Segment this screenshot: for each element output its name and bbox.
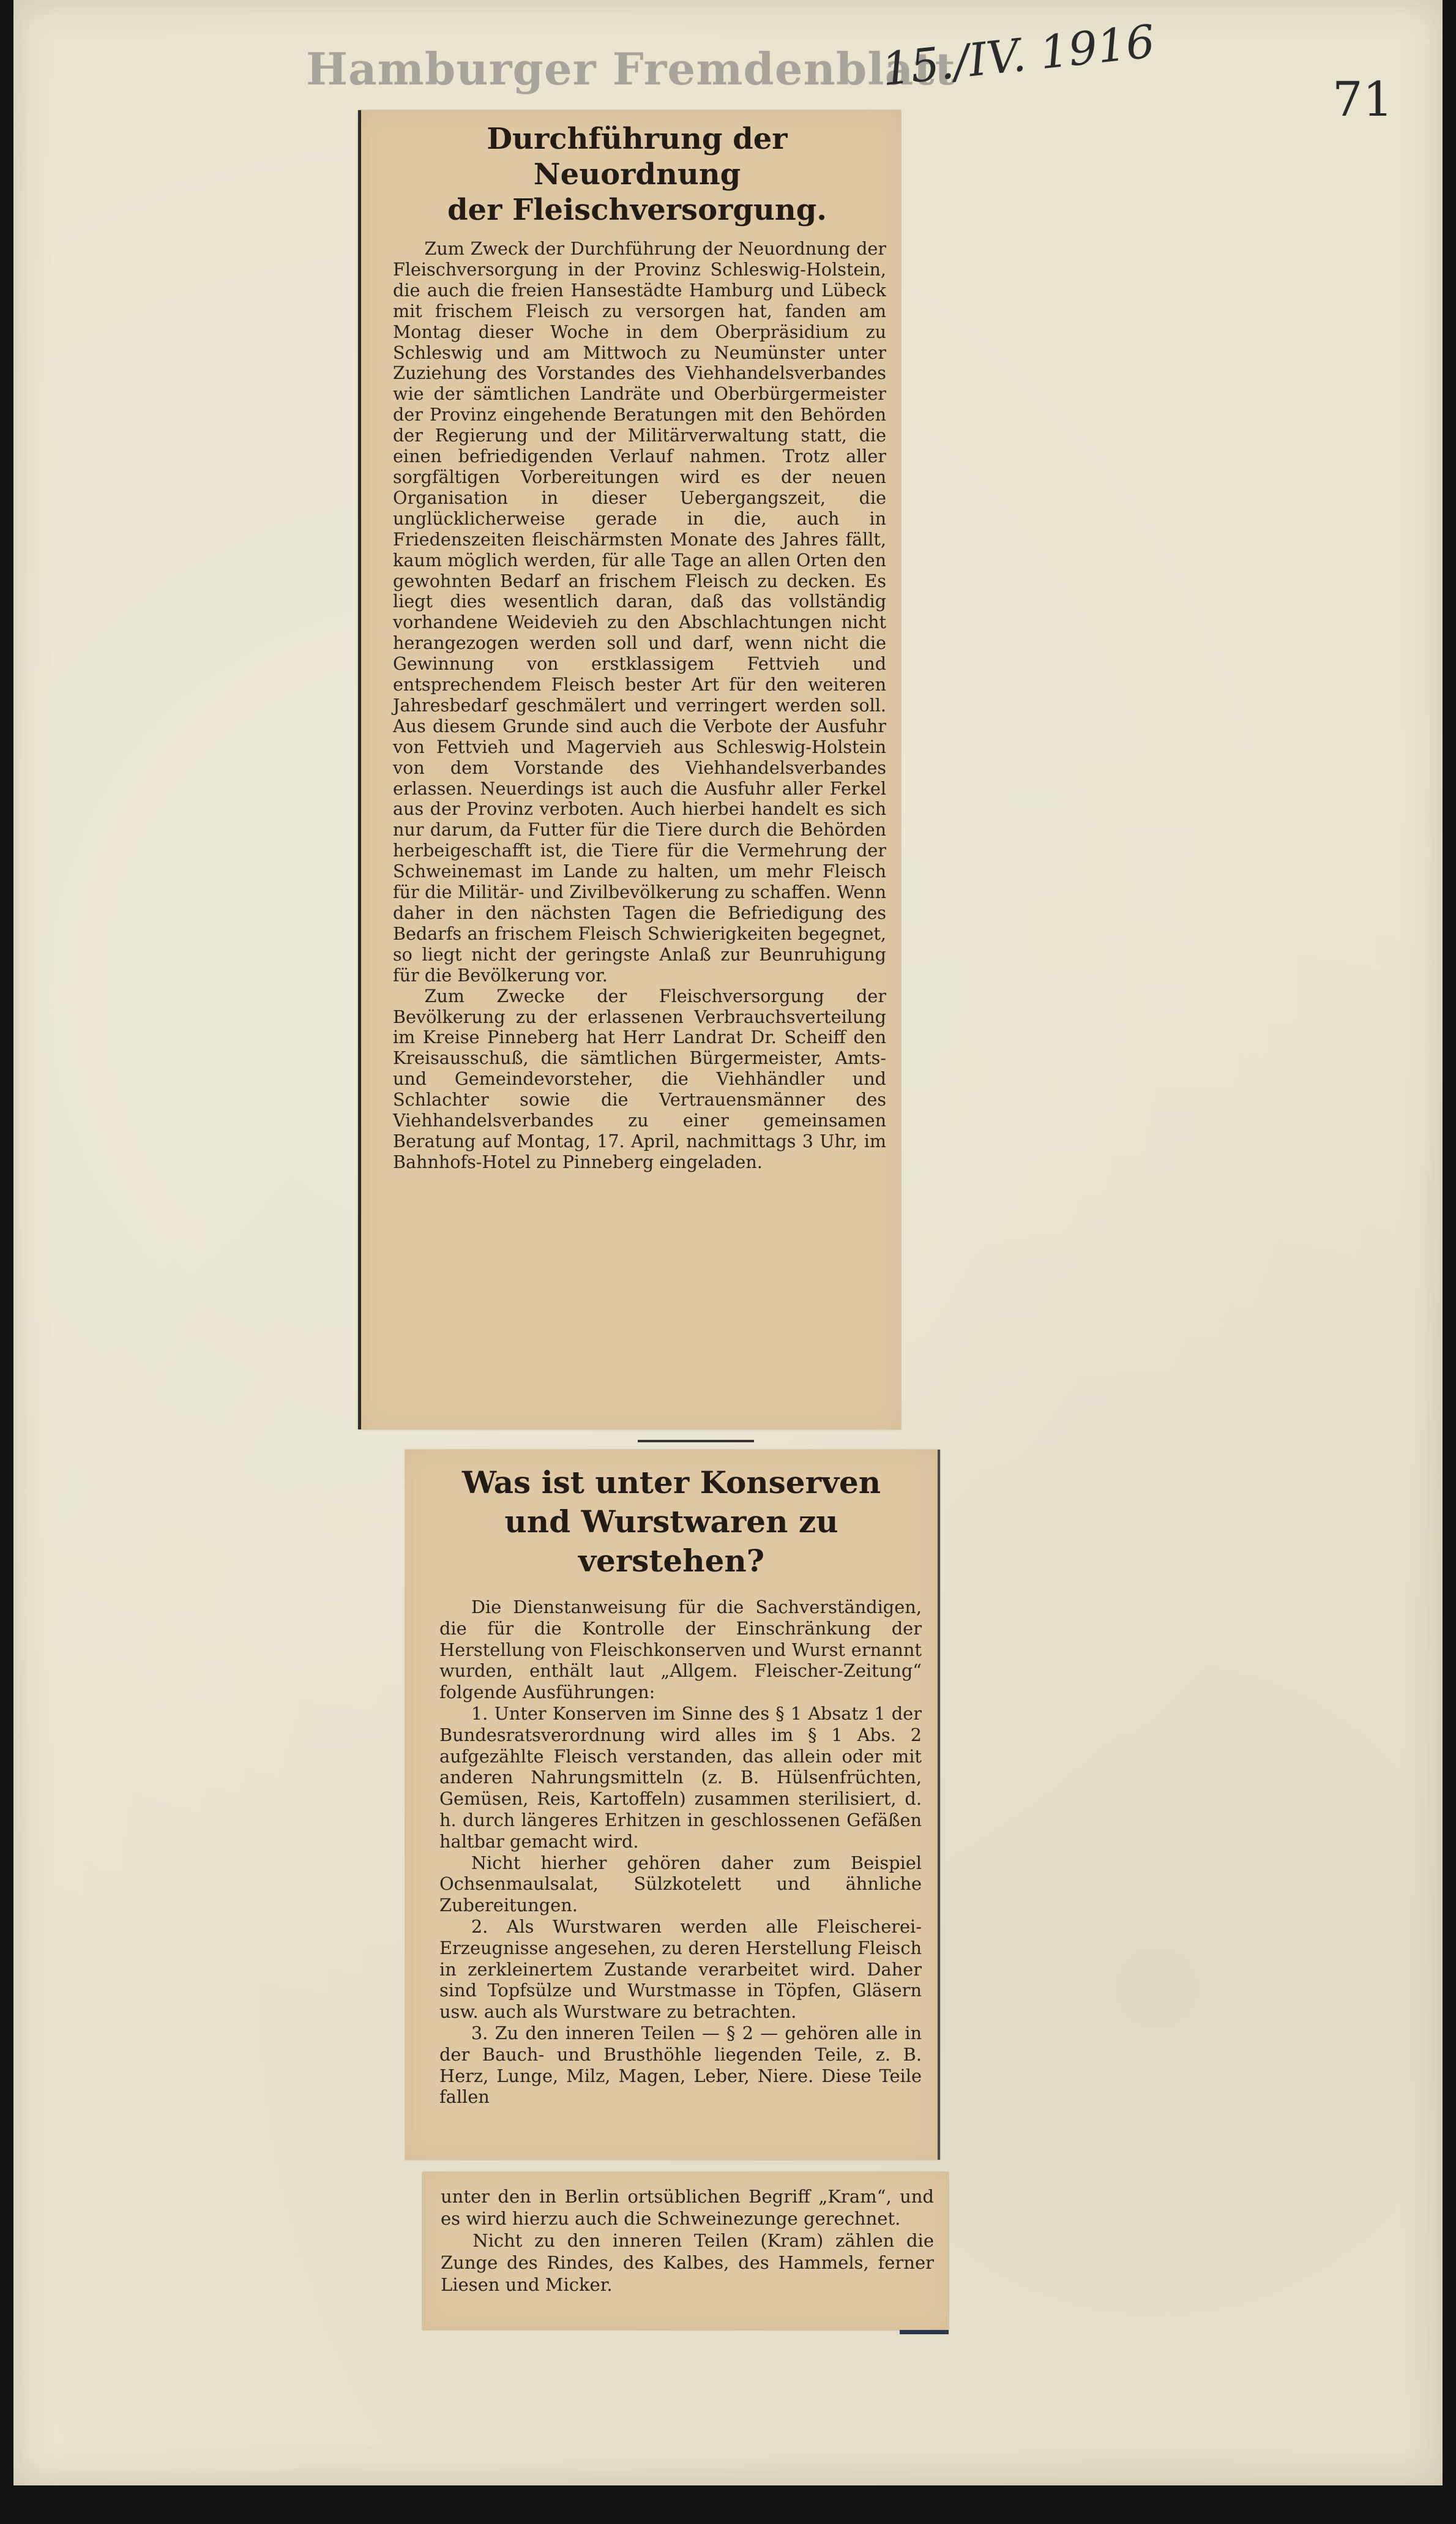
archive-sheet	[13, 0, 1443, 2485]
newspaper-source-stamp: Hamburger Fremdenblatt	[306, 43, 956, 95]
clipping-article-1	[358, 110, 901, 1429]
continuation-paragraph: unter den in Berlin ortsüblichen Begriff „Kram“, und es wird hierzu auch die Schweinezunge gerechnet.	[441, 2186, 934, 2229]
blue-pencil-mark	[900, 2330, 949, 2334]
clipping-article-2-continuation	[422, 2172, 949, 2330]
article-2-headline-line-1: Was ist unter Konserven	[461, 1464, 881, 1500]
continuation-paragraph: Nicht zu den inneren Teilen (Kram) zählen die Zunge des Rindes, des Kalbes, des Hammels, ferner Liesen und Micker.	[441, 2230, 934, 2295]
article-2-paragraph: Die Dienstanweisung für die Sachverständigen, die für die Kontrolle der Einschränkung der Herstellung von Fleischkonserven und Wurst ernannt wurden, enthält laut „Allgem. Fleischer-Zeitung“ folgende Ausführungen:	[439, 1597, 922, 1703]
article-2-paragraph: 2. Als Wurstwaren werden alle Fleischerei-Erzeugnisse angesehen, zu deren Herstellung Fleisch in zerkleinertem Zustande verarbeitet wird. Daher sind Topfsülze und Wurstmasse in Töpfen, Gläsern usw. auch als Wurstware zu betrachten.	[439, 1915, 922, 2023]
clipping-article-2	[405, 1450, 940, 2160]
article-2-headline	[424, 1463, 919, 1581]
article-2-paragraph: 1. Unter Konserven im Sinne des § 1 Absatz 1 der Bundesratsverordnung wird alles im § 1 Abs. 2 aufgezählte Fleisch verstanden, das allein oder mit anderen Nahrungsmitteln (z. B. Hülsenfrüchten, Gemüsen, Reis, Kartoffeln) zusammen sterilisiert, d. h. durch längeres Erhitzen in geschlossenen Gefäßen haltbar gemacht wird.	[439, 1702, 922, 1852]
article-1-headline	[398, 121, 876, 228]
article-2-paragraph: 3. Zu den inneren Teilen — § 2 — gehören alle in der Bauch- und Brusthöhle liegenden Teile, z. B. Herz, Lunge, Milz, Magen, Leber, Niere. Diese Teile fallen	[439, 2022, 922, 2108]
article-1-headline-line-1: Durchführung der Neuordnung	[487, 122, 788, 192]
article-1-paragraph: Zum Zweck der Durchführung der Neuordnung der Fleischversorgung in der Provinz Schleswig-Holstein, die auch die freien Hansestädte Hamburg und Lübeck mit frischem Fleisch zu versorgen hat, fanden am Montag dieser Woche in dem Oberpräsidium zu Schleswig und am Mittwoch zu Neumünster unter Zuziehung des Vorstandes des Viehhandelsverbandes wie der sämtlichen Landräte und Oberbürgermeister der Provinz eingehende Beratungen mit den Behörden der Regierung und der Militärverwaltung statt, die einen befriedigenden Verlauf nahmen. Trotz aller sorgfältigen Vorbereitungen wird es der neuen Organisation in dieser Uebergangszeit, die unglücklicherweise gerade in die, auch in Friedenszeiten fleischärmsten Monate des Jahres fällt, kaum möglich werden, für alle Tage an allen Orten den gewohnten Bedarf an frischem Fleisch zu decken. Es liegt dies wesentlich daran, daß das vollständig vorhandene Weidevieh zu den Abschlachtungen nicht herangezogen werden soll und darf, wenn nicht die Gewinnung von erstklassigem Fettvieh und entsprechendem Fleisch bester Art für den weiteren Jahresbedarf geschmälert und verringert werden soll. Aus diesem Grunde sind auch die Verbote der Ausfuhr von Fettvieh und Magervieh aus Schleswig-Holstein von dem Vorstande des Viehhandelsverbandes erlassen. Neuerdings ist auch die Ausfuhr aller Ferkel aus der Provinz verboten. Auch hierbei handelt es sich nur darum, da Futter für die Tiere durch die Behörden herbeigeschafft ist, die Tiere für die Vermehrung der Schweinemast im Lande zu halten, um mehr Fleisch für die Militär- und Zivilbevölkerung zu schaffen. Wenn daher in den nächsten Tagen die Befriedigung des Bedarfs an frischem Fleisch Schwierigkeiten begegnet, so liegt nicht der geringste Anlaß zur Beunruhigung für die Bevölkerung vor.	[393, 238, 886, 986]
article-1-headline-line-2: der Fleischversorgung.	[447, 193, 827, 227]
article-2-paragraph: Nicht hierher gehören daher zum Beispiel Ochsenmaulsalat, Sülzkotelett und ähnliche Zubereitungen.	[439, 1852, 922, 1916]
article-1-paragraph: Zum Zwecke der Fleischversorgung der Bevölkerung zu der erlassenen Verbrauchsverteilung im Kreise Pinneberg hat Herr Landrat Dr. Scheiff den Kreisausschuß, die sämtlichen Bürgermeister, Amts- und Gemeindevorsteher, die Viehhändler und Schlachter sowie die Vertrauensmänner des Viehhandelsverbandes zu einer gemeinsamen Beratung auf Montag, 17. April, nachmittags 3 Uhr, im Bahnhofs-Hotel zu Pinneberg eingeladen.	[393, 985, 886, 1172]
separator-rule	[638, 1440, 754, 1442]
handwritten-date: 15./IV. 1916	[879, 15, 1158, 97]
article-2-headline-line-2: und Wurstwaren zu verstehen?	[504, 1504, 838, 1579]
page-number: 71	[1332, 72, 1394, 127]
